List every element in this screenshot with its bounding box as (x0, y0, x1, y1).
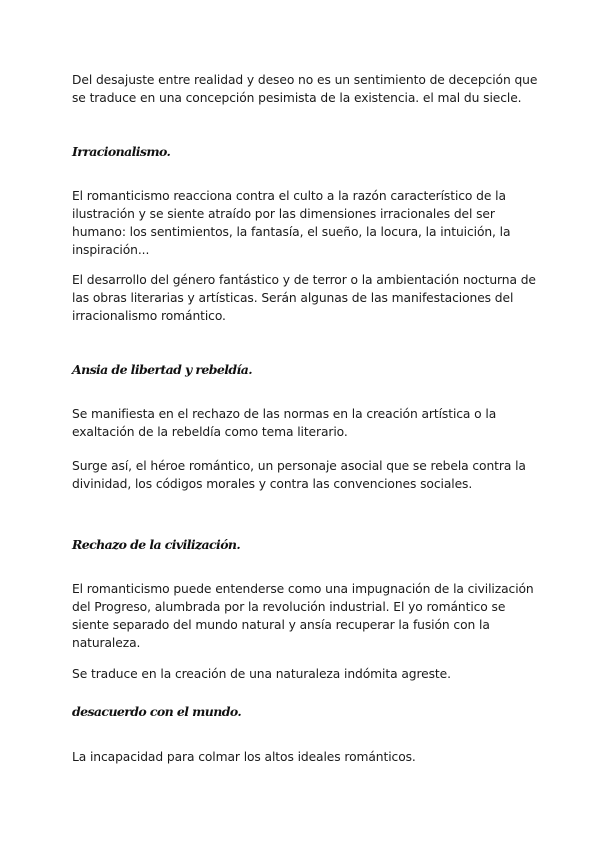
paragraph-libertad-2: Surge así, el héroe romántico, un personaje asocial que se rebela contra la divinidad, los códigos morales y contra las convenciones sociales. (72, 459, 526, 491)
intro-paragraph: Del desajuste entre realidad y deseo no es un sentimiento de decepción que se traduce en una concepción pesimista de la existencia. el mal du siecle. (72, 73, 538, 105)
heading-rechazo-civilizacion: Rechazo de la civilización. (72, 537, 241, 552)
paragraph-libertad-1: Se manifiesta en el rechazo de las normas en la creación artística o la exaltación de la rebeldía como tema literario. (72, 407, 497, 439)
paragraph-civilizacion-1: El romanticismo puede entenderse como una impugnación de la civilización del Progreso, alumbrada por la revolución industrial. El yo romántico se siente separado del mundo natural y ansía recuperar la fusión con la naturaleza. (72, 582, 534, 650)
paragraph-desacuerdo-1: La incapacidad para colmar los altos ideales románticos. (72, 750, 416, 764)
heading-ansia-libertad: Ansia de libertad y rebeldía. (72, 362, 252, 377)
paragraph-irracionalismo-2: El desarrollo del género fantástico y de terror o la ambientación nocturna de las obras literarias y artísticas. Serán algunas de las manifestaciones del irracionalismo romántico. (72, 273, 536, 323)
heading-irracionalismo: Irracionalismo. (72, 144, 171, 159)
heading-desacuerdo-mundo: desacuerdo con el mundo. (72, 704, 242, 719)
paragraph-civilizacion-2: Se traduce en la creación de una naturaleza indómita agreste. (72, 667, 451, 681)
paragraph-irracionalismo-1: El romanticismo reacciona contra el culto a la razón característico de la ilustración y se siente atraído por las dimensiones irracionales del ser humano: los sentimientos, la fantasía, el sueño, la locura, la intuición, la inspiración... (72, 189, 511, 257)
